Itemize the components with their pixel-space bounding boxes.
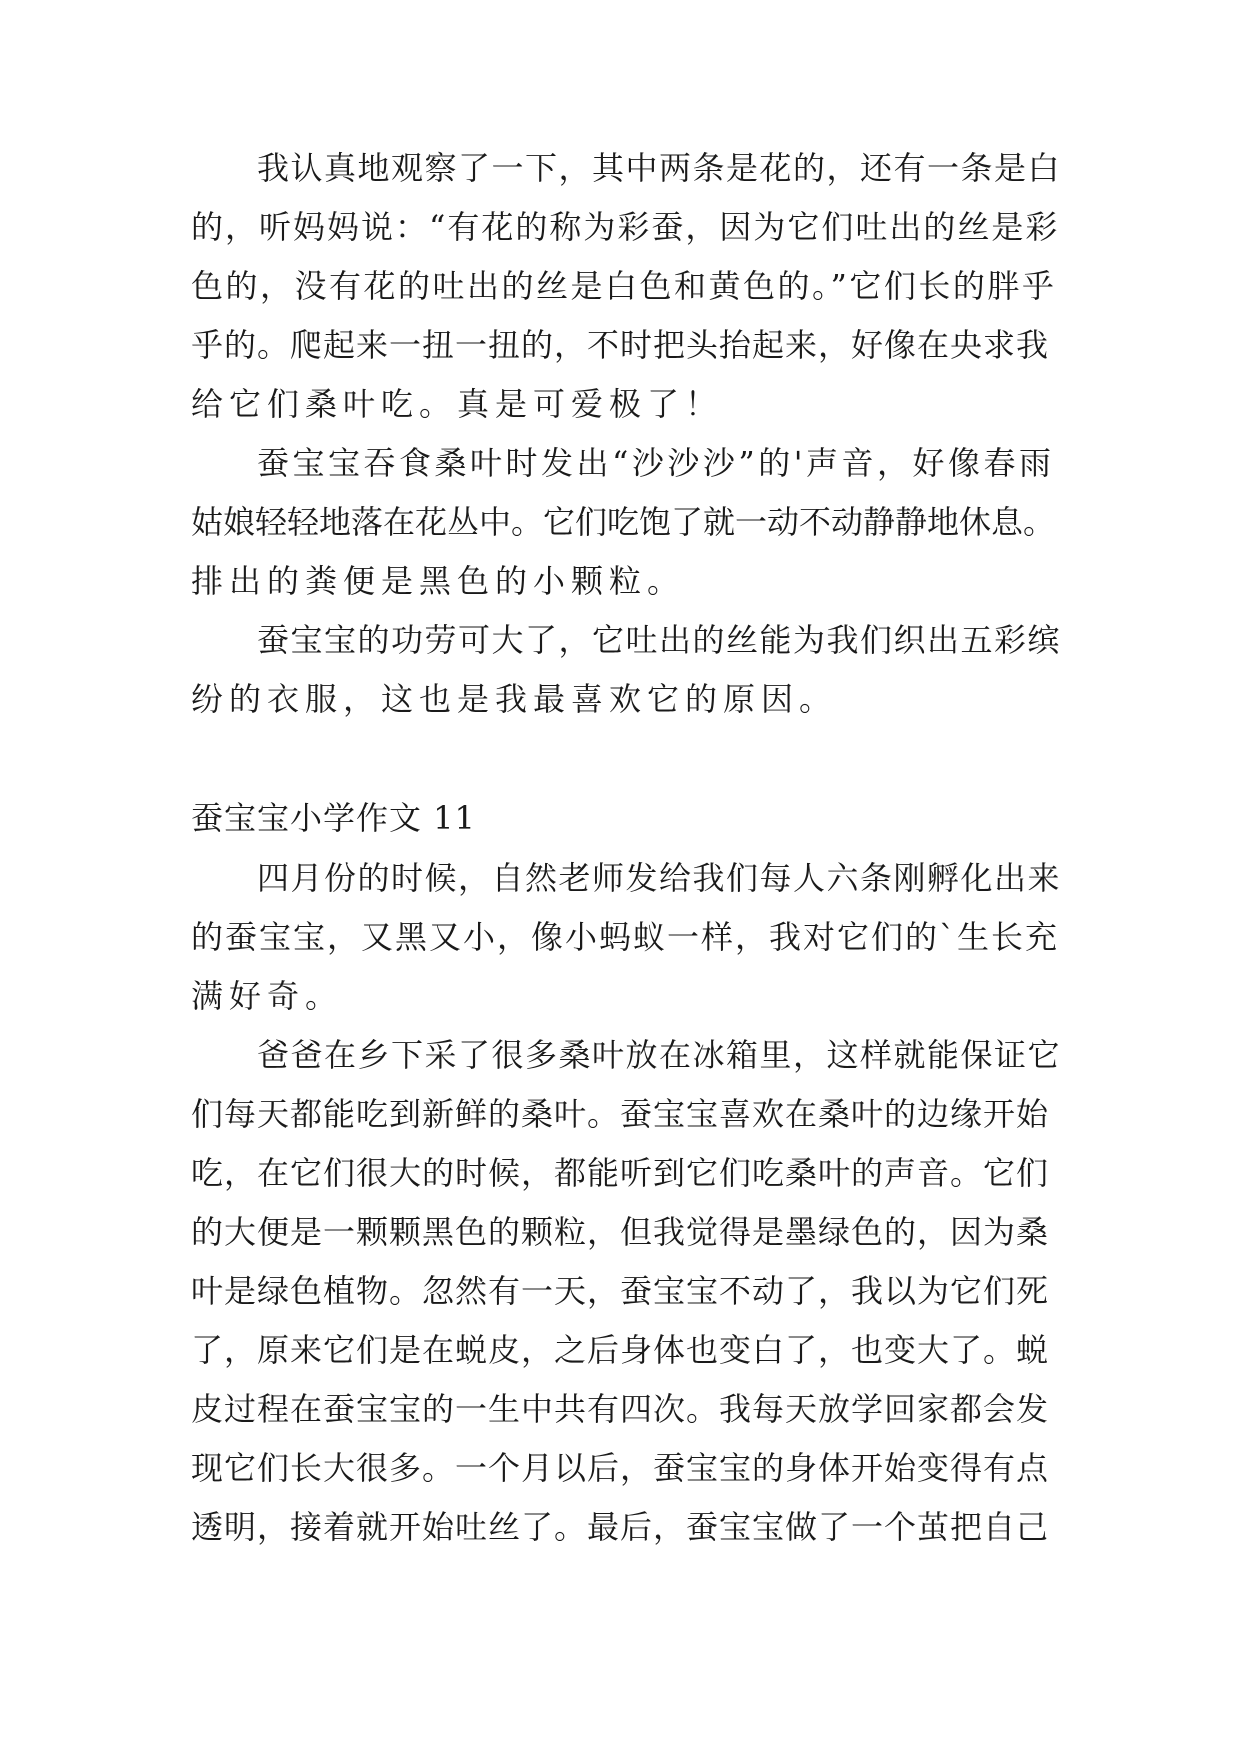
paragraph-line: 了，原来它们是在蜕皮，之后身体也变白了，也变大了。蜕 [191,1331,1050,1369]
paragraph-line: 的，听妈妈说：“有花的称为彩蚕，因为它们吐出的丝是彩 [191,208,1060,246]
paragraph-line: 蚕宝宝的功劳可大了，它吐出的丝能为我们织出五彩缤 [257,621,1062,659]
paragraph-line: 透明，接着就开始吐丝了。最后，蚕宝宝做了一个茧把自己 [191,1508,1050,1546]
paragraph-line: 色的，没有花的吐出的丝是白色和黄色的。”它们长的胖乎 [191,267,1057,305]
paragraph-line: 满好奇。 [191,977,344,1015]
paragraph-line: 蚕宝宝吞食桑叶时发出“沙沙沙”的'声音，好像春雨 [257,444,1055,482]
paragraph-line: 纷的衣服，这也是我最喜欢它的原因。 [191,680,838,718]
paragraph-line: 们每天都能吃到新鲜的桑叶。蚕宝宝喜欢在桑叶的边缘开始 [191,1095,1050,1133]
paragraph-line: 现它们长大很多。一个月以后，蚕宝宝的身体开始变得有点 [191,1449,1050,1487]
paragraph-line: 排出的粪便是黑色的小颗粒。 [191,562,686,600]
paragraph-line: 给它们桑叶吃。真是可爱极了！ [191,385,724,423]
paragraph-line: 的大便是一颗颗黑色的颗粒，但我觉得是墨绿色的，因为桑 [191,1213,1050,1251]
paragraph-line: 皮过程在蚕宝宝的一生中共有四次。我每天放学回家都会发 [191,1390,1050,1428]
section-heading: 蚕宝宝小学作文 11 [191,799,476,837]
paragraph-line: 四月份的时候，自然老师发给我们每人六条刚孵化出来 [257,859,1062,897]
paragraph-line: 乎的。爬起来一扭一扭的，不时把头抬起来，好像在央求我 [191,326,1050,364]
paragraph-line: 吃，在它们很大的时候，都能听到它们吃桑叶的声音。它们 [191,1154,1050,1192]
paragraph-line: 的蚕宝宝，又黑又小，像小蚂蚁一样，我对它们的`生长充 [191,918,1060,956]
paragraph-line: 叶是绿色植物。忽然有一天，蚕宝宝不动了，我以为它们死 [191,1272,1050,1310]
paragraph-line: 姑娘轻轻地落在花丛中。它们吃饱了就一动不动静静地休息。 [191,503,1056,541]
paragraph-line: 爸爸在乡下采了很多桑叶放在冰箱里，这样就能保证它 [257,1036,1062,1074]
paragraph-line: 我认真地观察了一下，其中两条是花的，还有一条是白 [257,149,1062,187]
